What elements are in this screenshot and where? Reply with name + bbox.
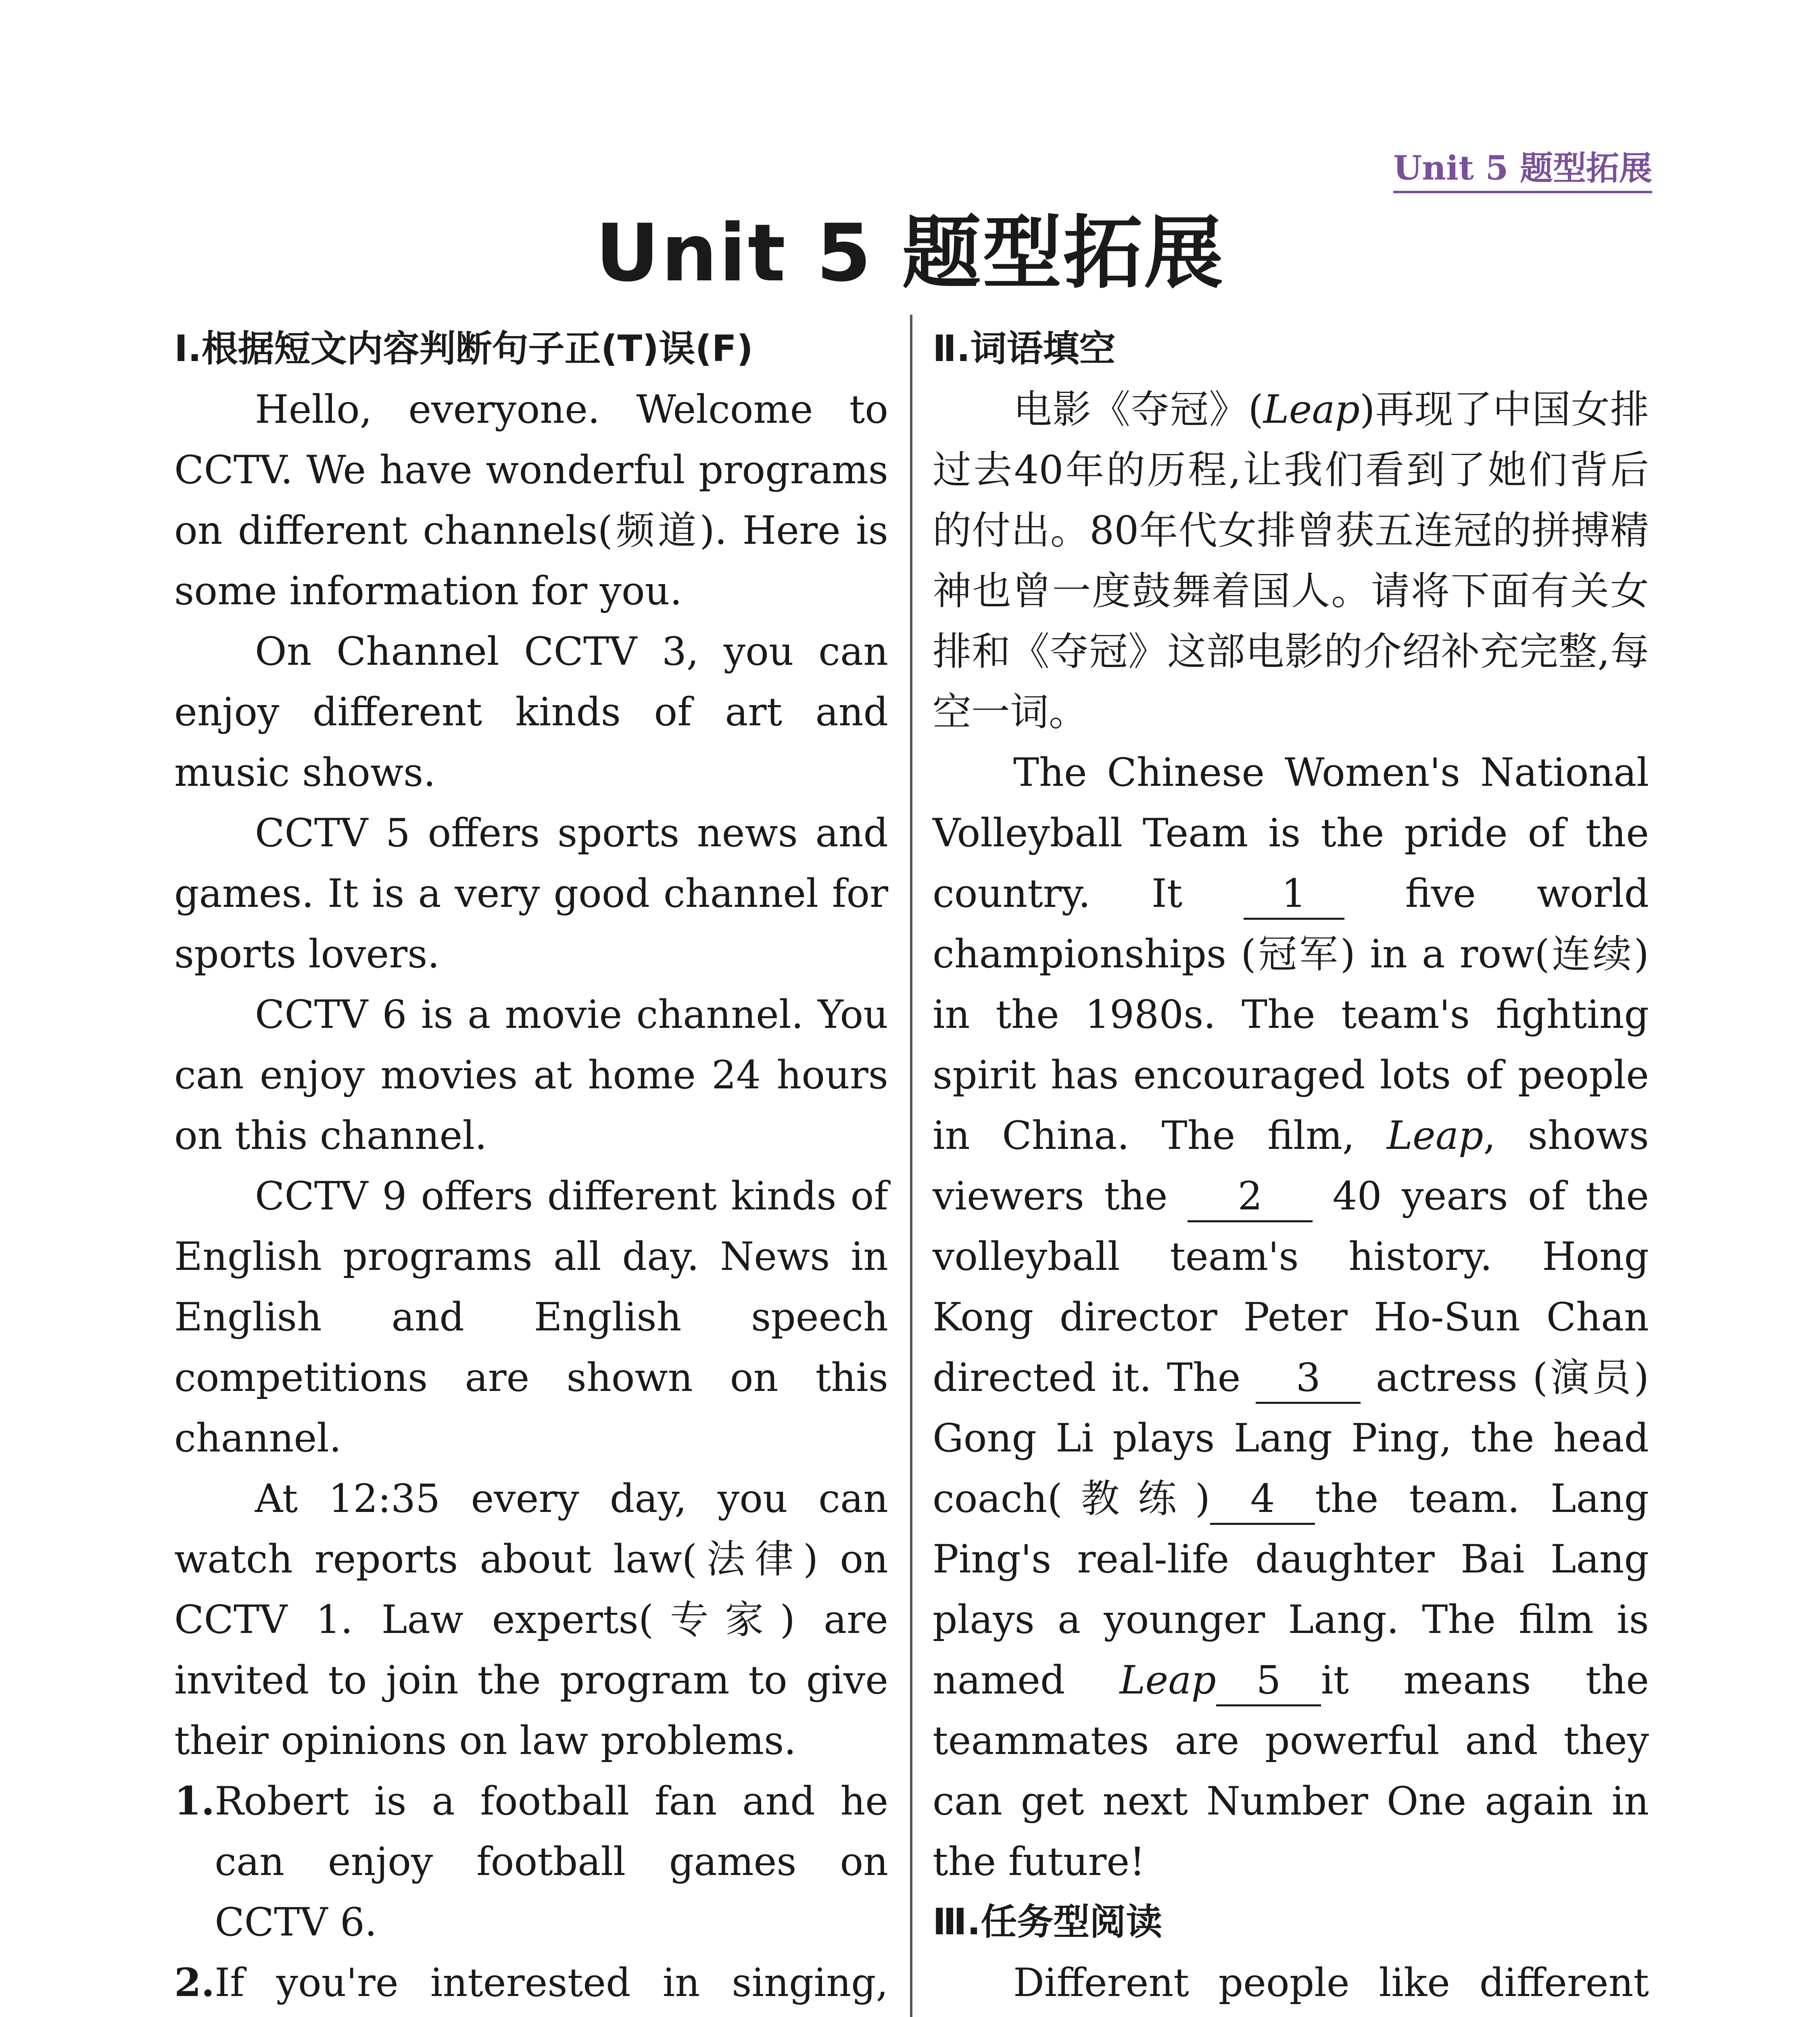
cloze-text: The Chinese Women's National Volleyball Team is the pride of the country. It — [933, 750, 1649, 916]
section1-heading: Ⅰ.根据短文内容判断句子正(T)误(F) — [174, 328, 753, 370]
section3-intro: Different people like different — [1013, 1960, 1649, 2005]
page-title: Unit 5 题型拓展 — [595, 207, 1225, 299]
film-name: Leap — [1387, 1113, 1484, 1158]
cloze-text: , shows viewers the — [933, 1113, 1649, 1219]
passage-paragraph: CCTV 6 is a movie channel. You can enjoy movies at home 24 hours on this channel. — [174, 992, 888, 1158]
question-text: Robert is a football fan and he can enjoy football games on CCTV 6. — [215, 1779, 888, 1945]
running-header: Unit 5 题型拓展 — [1393, 142, 1652, 193]
blank-2[interactable]: 2 — [1188, 1172, 1313, 1222]
cloze-text: actress (演员) Gong Li plays Lang Ping, the head coach(教练) — [933, 1355, 1649, 1521]
section2-heading: Ⅱ.词语填空 — [933, 328, 1116, 370]
column-divider — [910, 315, 912, 2017]
passage-paragraph: At 12:35 every day, you can watch reports about law(法律) on CCTV 1. Law experts(专家) are invited to join the program to give their opinions on law problems. — [174, 1476, 888, 1763]
section2-intro — [933, 379, 1649, 742]
cloze-text: it means the teammates are powerful and they can get next Number One again in the future! — [933, 1658, 1649, 1884]
passage-paragraph: On Channel CCTV 3, you can enjoy different kinds of art and music shows. — [174, 629, 888, 795]
blank-1[interactable]: 1 — [1244, 869, 1344, 920]
passage-paragraph: Hello, everyone. Welcome to CCTV. We have wonderful programs on different channels(频道). Here is some information for you. — [174, 387, 888, 614]
intro-leap: Leap — [1263, 387, 1360, 432]
cloze-text: five world championships (冠军) in a row(连续) in the 1980s. The team's fighting spirit has encouraged lots of people in China. The film, — [933, 871, 1649, 1158]
cloze-passage — [933, 742, 1649, 1892]
blank-3[interactable]: 3 — [1256, 1353, 1361, 1404]
left-column — [174, 319, 888, 2017]
passage-paragraph: CCTV 5 offers sports news and games. It is a very good channel for sports lovers. — [174, 810, 888, 977]
cloze-text: 40 years of the volleyball team's history. Hong Kong director Peter Ho-Sun Chan directed it. The — [933, 1173, 1649, 1400]
blank-4[interactable]: 4 — [1210, 1474, 1315, 1525]
question-item — [174, 1952, 888, 2017]
right-column — [933, 319, 1649, 2017]
film-name: Leap — [1119, 1658, 1216, 1703]
passage-paragraph: CCTV 9 offers different kinds of English programs all day. News in English and English speech competitions are shown on this channel. — [174, 1173, 888, 1461]
cloze-text: the team. Lang Ping's real-life daughter Bai Lang plays a younger Lang. The film is named — [933, 1476, 1649, 1703]
question-item — [174, 1771, 888, 1952]
question-number: 2. — [174, 1960, 215, 2005]
blank-5[interactable]: 5 — [1216, 1656, 1321, 1706]
question-number: 1. — [174, 1778, 215, 1824]
intro-text: 电影《夺冠》( — [1013, 387, 1263, 432]
question-text: If you're interested in singing, — [215, 1960, 888, 2005]
intro-text: )再现了中国女排过去40年的历程,让我们看到了她们背后的付出。80年代女排曾获五连冠的拼搏精神也曾一度鼓舞着国人。请将下面有关女排和《夺冠》这部电影的介绍补充完整,每空一词。 — [933, 387, 1649, 735]
section3-heading: Ⅲ.任务型阅读 — [933, 1901, 1163, 1943]
